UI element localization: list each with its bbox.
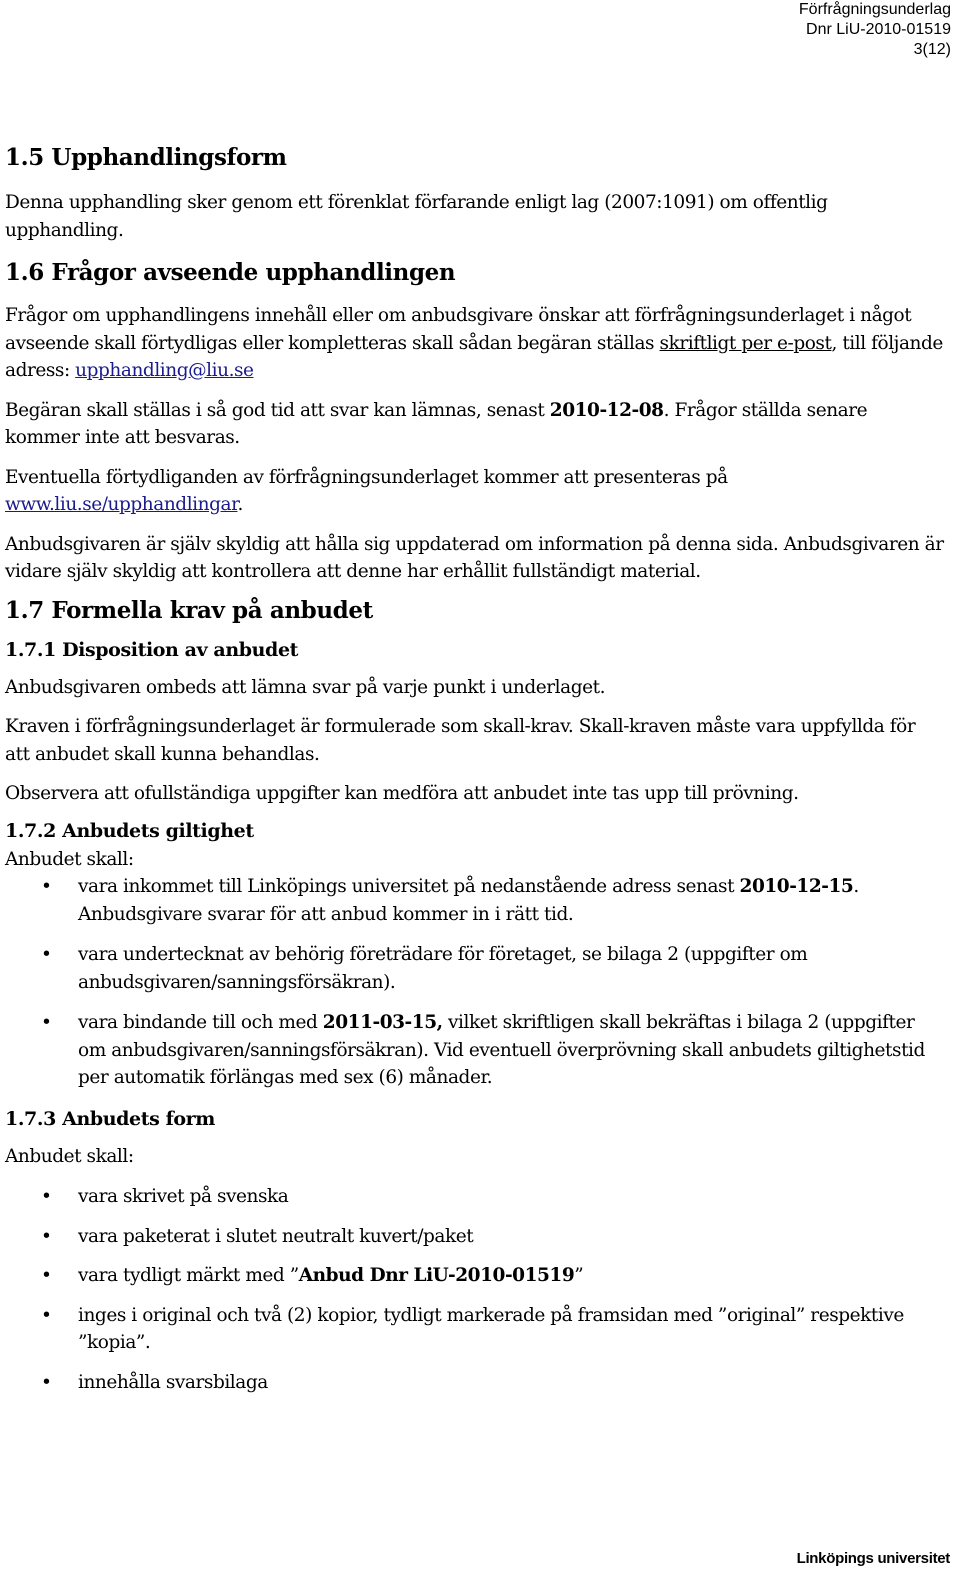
email-link[interactable]: upphandling@liu.se (75, 360, 254, 381)
deadline-date: 2010-12-08 (549, 399, 664, 421)
paragraph: Frågor om upphandlingens innehåll eller om anbudsgivare önskar att förfrågningsunderlaget i något avseende skall förtydligas eller kompletteras skall sådan begäran ställas skriftligt per e-post, till följande adress: upphandling@liu.se (5, 305, 943, 381)
list-item: • innehålla svarsbilaga (5, 1369, 945, 1397)
paragraph: Kraven i förfrågningsunderlaget är formulerade som skall-krav. Skall-kraven måste vara uppfyllda för att anbudet skall kunna behandlas. (5, 716, 916, 765)
form-list (5, 1183, 945, 1396)
document-number: Dnr LiU-2010-01519 (806, 21, 951, 38)
section-heading-1-6: 1.6 Frågor avseende upphandlingen (5, 259, 456, 286)
page-header (799, 0, 951, 60)
paragraph: Observera att ofullständiga uppgifter kan medföra att anbudet inte tas upp till prövning. (5, 783, 799, 804)
subsection-heading-1-7-3: 1.7.3 Anbudets form (5, 1107, 215, 1130)
paragraph: Begäran skall ställas i så god tid att svar kan lämnas, senast 2010-12-08. Frågor ställda senare kommer inte att besvaras. (5, 399, 868, 448)
list-item: • vara undertecknat av behörig företrädare för företaget, se bilaga 2 (uppgifter om anbudsgivaren/sanningsförsäkran). (5, 941, 945, 996)
document-body (5, 140, 945, 1396)
validity-list (5, 873, 945, 1092)
list-item: • vara skrivet på svenska (5, 1183, 945, 1211)
section-heading-1-7: 1.7 Formella krav på anbudet (5, 596, 373, 624)
university-logo: Linköpings universitet (796, 1550, 950, 1567)
list-item: • vara inkommet till Linköpings universitet på nedanstående adress senast 2010-12-15. Anbudsgivare svarar för att anbud kommer in i rätt tid. (5, 873, 945, 928)
paragraph: Anbudet skall: (5, 1145, 134, 1167)
list-item: • vara bindande till och med 2011-03-15, vilket skriftligen skall bekräftas i bilaga 2 (uppgifter om anbudsgivaren/sanningsförsäkran). Vid eventuell överprövning skall anbudets giltighetstid per automatik förlängas med sex (6) månader. (5, 1009, 945, 1092)
subsection-heading-1-7-1: 1.7.1 Disposition av anbudet (5, 638, 299, 661)
list-item: • vara tydligt märkt med ”Anbud Dnr LiU-2010-01519” (5, 1262, 945, 1290)
paragraph: Anbudsgivaren är själv skyldig att hålla sig uppdaterad om information på denna sida. Anbudsgivaren är vidare själv skyldig att kontrollera att denne har erhållit fullständigt material. (5, 533, 944, 582)
paragraph: Anbudet skall: (5, 848, 134, 870)
section-heading-1-5: 1.5 Upphandlingsform (5, 144, 287, 171)
paragraph: Eventuella förtydliganden av förfrågningsunderlaget kommer att presenteras på www.liu.se/upphandlingar. (5, 466, 728, 515)
document-type: Förfrågningsunderlag (798, 1, 951, 18)
subsection-heading-1-7-2: 1.7.2 Anbudets giltighet (5, 819, 254, 842)
paragraph: Anbudsgivaren ombeds att lämna svar på varje punkt i underlaget. (5, 676, 606, 698)
paragraph: Denna upphandling sker genom ett förenklat förfarande enligt lag (2007:1091) om offentlig upphandling. (5, 192, 828, 241)
page-number: 3(12) (913, 41, 951, 58)
underlined-text: skriftligt per e-post (659, 332, 832, 354)
list-item: • vara paketerat i slutet neutralt kuvert/paket (5, 1223, 945, 1251)
website-link[interactable]: www.liu.se/upphandlingar (5, 494, 238, 515)
list-item: • inges i original och två (2) kopior, tydligt markerade på framsidan med ”original” respektive ”kopia”. (5, 1302, 945, 1357)
